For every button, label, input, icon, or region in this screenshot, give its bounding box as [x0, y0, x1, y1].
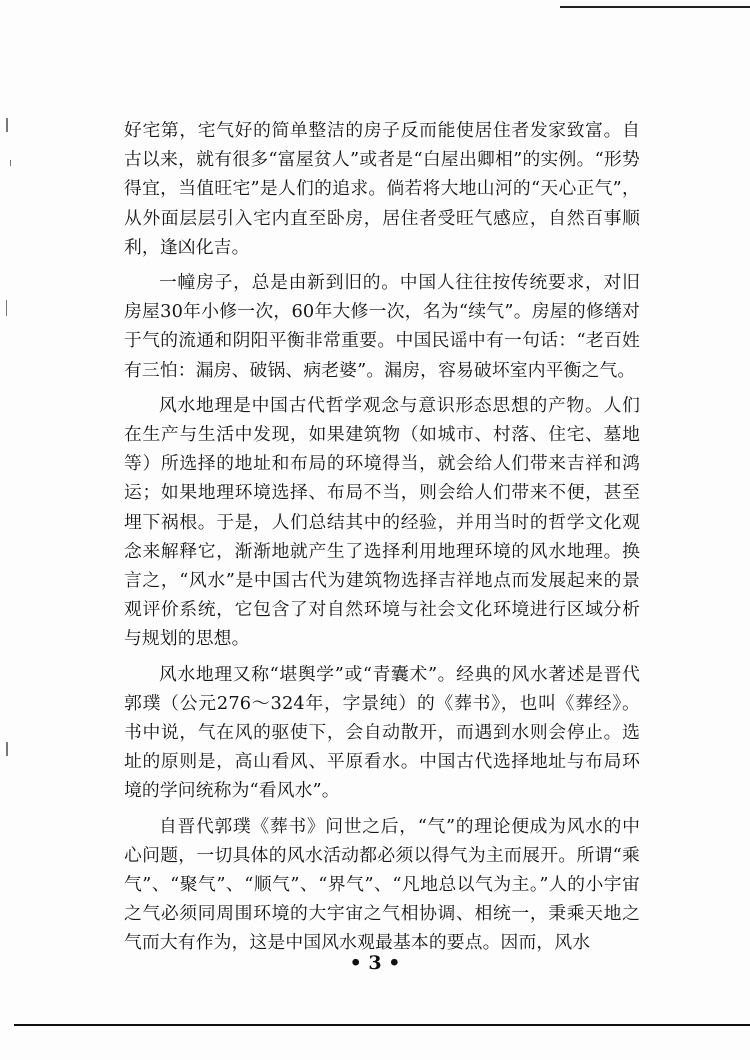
scan-artifact — [6, 742, 8, 756]
scan-artifact — [6, 118, 8, 132]
paragraph-zangshu: 风水地理又称“堪舆学”或“青囊术”。经典的风水著述是晋代郭璞（公元276～324年，字景纯）的《葬书》，也叫《葬经》。书中说，气在风的驱使下，会自动散开，而遇到水则会停止。选址的原则是，高山看风、平原看水。中国古代选择地址与布局环境的学问统称为“看风水”。 — [124, 663, 640, 802]
paragraph-qi-theory: 自晋代郭璞《葬书》问世之后，“气”的理论便成为风水的中心问题，一切具体的风水活动都必须以得气为主而展开。所谓“乘气”、“聚气”、“顺气”、“界气”、“凡地总以气为主。”人的小宇宙之气必须同周围环境的大宇宙之气相协调、相统一，秉乘天地之气而大有作为，这是中国风水观最基本的要点。因而，风水 — [124, 815, 640, 954]
paragraph-renovation: 一幢房子，总是由新到旧的。中国人往往按传统要求，对旧房屋30年小修一次，60年大修一次，名为“续气”。房屋的修缮对于气的流通和阴阳平衡非常重要。中国民谣中有一句话：“老百姓有三怕：漏房、破锅、病老婆”。漏房，容易破坏室内平衡之气。 — [124, 272, 640, 381]
top-rule — [560, 6, 750, 8]
paragraph-continued: 好宅第，宅气好的简单整洁的房子反而能使居住者发家致富。自古以来，就有很多“富屋贫人”或者是“白屋出卿相”的实例。“形势得宜，当值旺宅”是人们的追求。倘若将大地山河的“天心正气”，从外面层层引入宅内直至卧房，居住者受旺气感应，自然百事顺利，逢凶化吉。 — [124, 120, 640, 258]
scan-artifact — [10, 160, 11, 166]
body-text — [124, 116, 640, 964]
scan-artifact — [6, 300, 7, 316]
bottom-rule — [14, 1024, 750, 1026]
page-number: • 3 • — [349, 952, 401, 974]
paragraph-fengshui-origin: 风水地理是中国古代哲学观念与意识形态思想的产物。人们在生产与生活中发现，如果建筑物（如城市、村落、住宅、墓地等）所选择的地址和布局的环境得当，就会给人们带来吉祥和鸿运；如果地理环境选择、布局不当，则会给人们带来不便，甚至埋下祸根。于是，人们总结其中的经验，并用当时的哲学文化观念来解释它，渐渐地就产生了选择利用地理环境的风水地理。换言之，“风水”是中国古代为建筑物选择吉祥地点而发展起来的景观评价系统，它包含了对自然环境与社会文化环境进行区域分析与规划的思想。 — [124, 394, 640, 650]
